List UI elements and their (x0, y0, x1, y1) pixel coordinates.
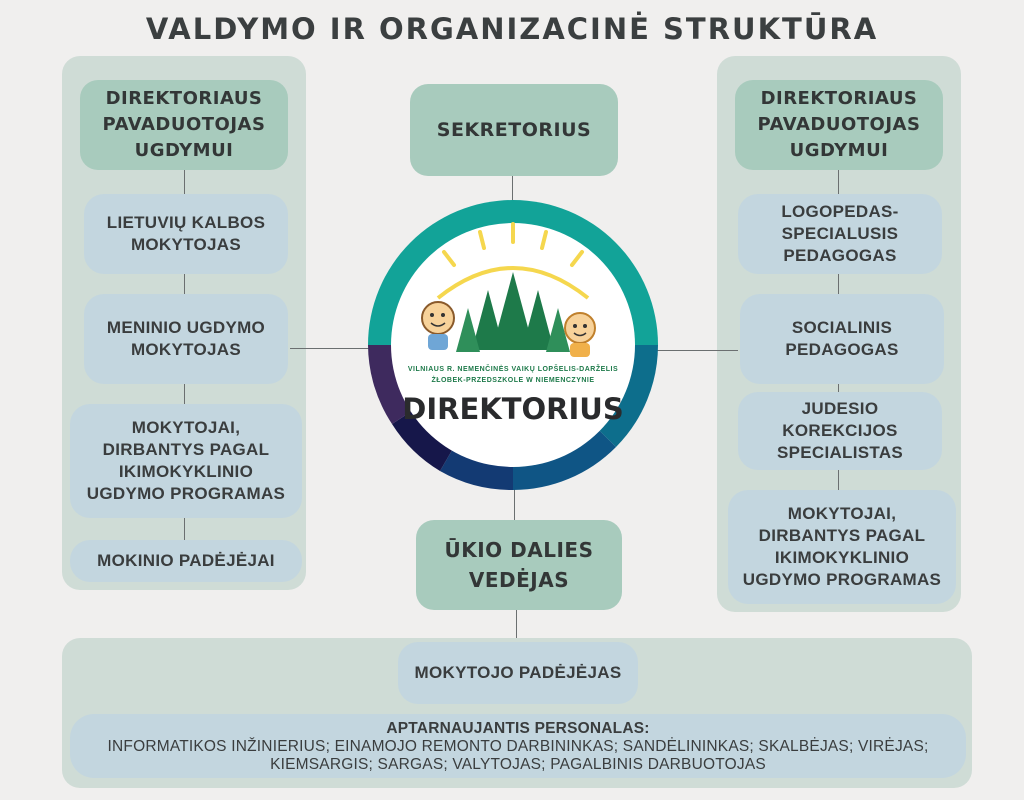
connector-left (290, 348, 370, 349)
connector-right-v2 (838, 274, 839, 294)
director-ring (368, 200, 658, 490)
connector-left-v2 (184, 274, 185, 294)
left-item-art-teacher: MENINIO UGDYMO MOKYTOJAS (84, 294, 288, 384)
service-personnel-heading: APTARNAUJANTIS PERSONALAS: (386, 720, 650, 737)
left-item-preschool-teachers: MOKYTOJAI, DIRBANTYS PAGAL IKIMOKYKLINIO UGDYMO PROGRAMAS (70, 404, 302, 518)
connector-bottom (514, 488, 515, 522)
right-item-preschool-teachers: MOKYTOJAI, DIRBANTYS PAGAL IKIMOKYKLINIO UGDYMO PROGRAMAS (728, 490, 956, 604)
right-item-social-pedagogue: SOCIALINIS PEDAGOGAS (740, 294, 944, 384)
left-deputy-box: DIREKTORIAUS PAVADUOTOJAS UGDYMUI (80, 80, 288, 170)
secretary-box: SEKRETORIUS (410, 84, 618, 176)
left-item-student-assistants: MOKINIO PADĖJĖJAI (70, 540, 302, 582)
left-item-lithuanian-teacher: LIETUVIŲ KALBOS MOKYTOJAS (84, 194, 288, 274)
connector-left-v3 (184, 384, 185, 404)
service-personnel-box (70, 714, 966, 778)
connector-bottom-panel (516, 610, 517, 638)
right-item-movement-specialist: JUDESIO KOREKCIJOS SPECIALISTAS (738, 392, 942, 470)
connector-right-v3 (838, 384, 839, 392)
connector-right-v1 (838, 170, 839, 194)
right-item-speech-therapist: LOGOPEDAS- SPECIALUSIS PEDAGOGAS (738, 194, 942, 274)
connector-right (656, 350, 738, 351)
teacher-assistant-box: MOKYTOJO PADĖJĖJAS (398, 642, 638, 704)
service-personnel-line2: KIEMSARGIS; SARGAS; VALYTOJAS; PAGALBINIS DARBUOTOJAS (270, 756, 766, 773)
connector-left-v4 (184, 518, 185, 540)
school-name-line2: ŻŁOBEK-PRZEDSZKOLE W NIEMENCZYNIE (431, 377, 595, 384)
school-name-line1: VILNIAUS R. NEMENČINĖS VAIKŲ LOPŠELIS-DARŽELIS (407, 366, 619, 373)
connector-left-v1 (184, 170, 185, 194)
director-label: DIREKTORIUS (402, 392, 624, 426)
director-circle (368, 200, 658, 490)
connector-right-v4 (838, 470, 839, 490)
service-personnel-line1: INFORMATIKOS INŽINIERIUS; EINAMOJO REMONTO DARBININKAS; SANDĖLININKAS; SKALBĖJAS; VIRĖJAS; (107, 738, 929, 755)
page-title: VALDYMO IR ORGANIZACINĖ STRUKTŪRA (145, 12, 879, 46)
right-deputy-box: DIREKTORIAUS PAVADUOTOJAS UGDYMUI (735, 80, 943, 170)
farm-manager-box: ŪKIO DALIES VEDĖJAS (416, 520, 622, 610)
